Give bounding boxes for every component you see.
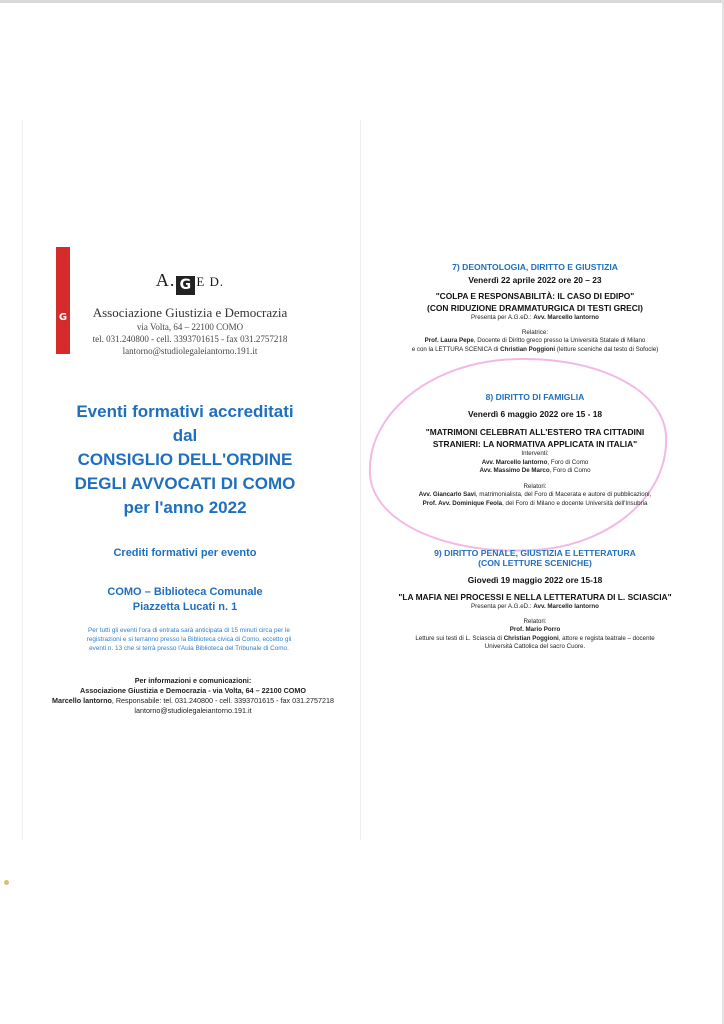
event-7-date: Venerdì 22 aprile 2022 ore 20 – 23 (468, 275, 602, 285)
logo-mark-icon: G (176, 276, 195, 295)
event-8-date: Venerdì 6 maggio 2022 ore 15 - 18 (467, 409, 603, 419)
note-line-1: Per tutti gli eventi l'ora di entrata sarà anticipata di 15 minuti circa per le (88, 627, 290, 634)
event-8-int1-name: Avv. Marcello lantorno (481, 458, 548, 466)
event-8-speaker-1 (380, 491, 690, 500)
event-9-presenter-name: Avv. Marcello lantorno (533, 603, 599, 610)
event-8-int2-name: Avv. Massimo De Marco (479, 467, 550, 474)
event-8-intervent-1 (380, 459, 690, 468)
event-9 (380, 548, 690, 652)
info-association: Associazione Giustizia e Democrazia - via Volta, 64 – 22100 COMO (80, 686, 306, 695)
note-line-2: registrazioni e si terranno presso la Biblioteca civica di Como, eccetto gli (86, 636, 292, 643)
event-9-presenter (380, 603, 690, 612)
association-name: Associazione Giustizia e Democrazia (92, 305, 288, 320)
event-7-reading-prefix: e con la LETTURA SCENICA di (411, 345, 501, 353)
event-8-speakers-label: Relatori: (523, 482, 547, 490)
event-7-speaker-label: Relatrice: (521, 328, 549, 336)
association-phones: tel. 031.240800 - cell. 3393701615 - fax 031.2757218 (92, 334, 288, 344)
title-line-1: Eventi formativi accreditati (76, 402, 294, 421)
brand-left: A. (155, 270, 176, 290)
event-9-title: "LA MAFIA NEI PROCESSI E NELLA LETTERATURA DI L. SCIASCIA" (398, 592, 672, 602)
event-7 (380, 262, 690, 354)
event-8-int2-rest: , Foro di Como (549, 467, 591, 474)
event-8-int1-rest: , Foro di Como (547, 458, 589, 466)
logo-c-icon: G (58, 312, 68, 323)
event-9-speaker-name: Prof. Mario Porro (509, 626, 561, 633)
event-8-intervent-2 (380, 467, 690, 476)
fold-line-left (22, 120, 23, 840)
event-9-speaker-label: Relatori: (523, 617, 547, 625)
info-responsible (28, 696, 358, 706)
event-9-reading-name: Christian Poggioni (503, 634, 559, 642)
event-7-title-2: (CON RIDUZIONE DRAMMATURGICA DI TESTI GRECI) (427, 303, 643, 313)
association-logo (80, 270, 300, 295)
event-7-reading (380, 346, 690, 355)
event-9-heading-1: 9) DIRITTO PENALE, GIUSTIZIA E LETTERATURA (434, 548, 636, 558)
page-top-edge (0, 0, 724, 3)
venue-line-1: COMO – Biblioteca Comunale (107, 586, 263, 598)
event-8-sp2-rest: , del Foro di Milano e docente Università dell'Insubria (502, 499, 648, 507)
event-9-reading-line-2: Università Cattolica del sacro Cuore. (484, 643, 586, 650)
event-9-reading-prefix: Letture sui testi di L. Sciascia di (415, 634, 504, 642)
fold-line-center (360, 120, 361, 840)
info-resp-contacts: , Responsabile: tel. 031.240800 - cell. 3393701615 - fax 031.2757218 (111, 696, 335, 705)
event-8-sp1-rest: , matrimonialista, del Foro di Macerata e autore di pubblicazioni, (475, 491, 652, 498)
logo-red-bar (56, 247, 70, 354)
contact-info (28, 676, 358, 716)
info-email: lantorno@studiolegaleiantorno.191.it (134, 706, 252, 715)
event-8-speaker-2 (380, 500, 690, 509)
event-7-reading-rest: (letture sceniche dal testo di Sofocle) (555, 345, 659, 353)
association-email: lantorno@studiolegaleiantorno.191.it (122, 346, 258, 356)
event-7-speaker-role: , Docente di Diritto greco presso la Università Statale di Milano (473, 337, 646, 344)
event-7-heading: 7) DEONTOLOGIA, DIRITTO E GIUSTIZIA (452, 262, 618, 272)
event-8-heading: 8) DIRITTO DI FAMIGLIA (485, 392, 585, 402)
event-7-presenter-name: Avv. Marcello lantorno (533, 314, 599, 321)
info-heading: Per informazioni e comunicazioni: (134, 676, 252, 685)
event-9-date: Giovedì 19 maggio 2022 ore 15-18 (467, 575, 603, 585)
venue-line-2: Piazzetta Lucati n. 1 (132, 601, 238, 613)
title-line-3: CONSIGLIO DELL'ORDINE (77, 450, 293, 469)
event-8-title-2: STRANIERI: LA NORMATIVA APPLICATA IN ITALIA" (432, 439, 638, 449)
entry-note (58, 626, 320, 653)
info-resp-name: Marcello lantorno (51, 696, 112, 705)
event-9-heading-2: (CON LETTURE SCENICHE) (478, 558, 592, 568)
event-7-speaker (380, 337, 690, 346)
event-7-title-1: "COLPA E RESPONSABILITÀ: IL CASO DI EDIPO" (435, 291, 635, 301)
event-8-interventi-label: Interventi: (521, 450, 549, 457)
event-8-sp1-name: Avv. Giancarlo Savi (418, 491, 476, 498)
event-9-presenter-prefix: Presenta per A.G.eD.: (471, 603, 534, 610)
association-address: via Volta, 64 – 22100 COMO (136, 322, 244, 332)
event-9-speaker (380, 626, 690, 635)
event-8 (380, 392, 690, 508)
association-header (80, 270, 300, 357)
title-line-4: DEGLI AVVOCATI DI COMO (74, 474, 296, 493)
title-line-5: per l'anno 2022 (123, 498, 247, 517)
event-7-presenter (380, 314, 690, 323)
venue (60, 585, 310, 615)
event-8-sp2-name: Prof. Avv. Dominique Feola (422, 499, 503, 507)
scan-speck (4, 880, 9, 885)
event-9-reading-rest: , attore e regista teatrale – docente (558, 634, 655, 642)
event-7-reading-name: Christian Poggioni (500, 345, 556, 353)
event-7-speaker-name: Prof. Laura Pepe (424, 337, 474, 344)
page-title (40, 400, 330, 520)
note-line-3: eventi n. 13 che si terrà presso l'Aula Biblioteca del Tribunale di Como. (89, 645, 289, 652)
credits-label: Crediti formativi per evento (113, 547, 257, 559)
title-line-2: dal (172, 426, 198, 445)
brand-right: E D. (196, 274, 225, 289)
event-9-reading (380, 635, 690, 644)
event-8-title-1: "MATRIMONI CELEBRATI ALL'ESTERO TRA CITTADINI (425, 427, 645, 437)
event-7-presenter-prefix: Presenta per A.G.eD.: (471, 314, 534, 321)
